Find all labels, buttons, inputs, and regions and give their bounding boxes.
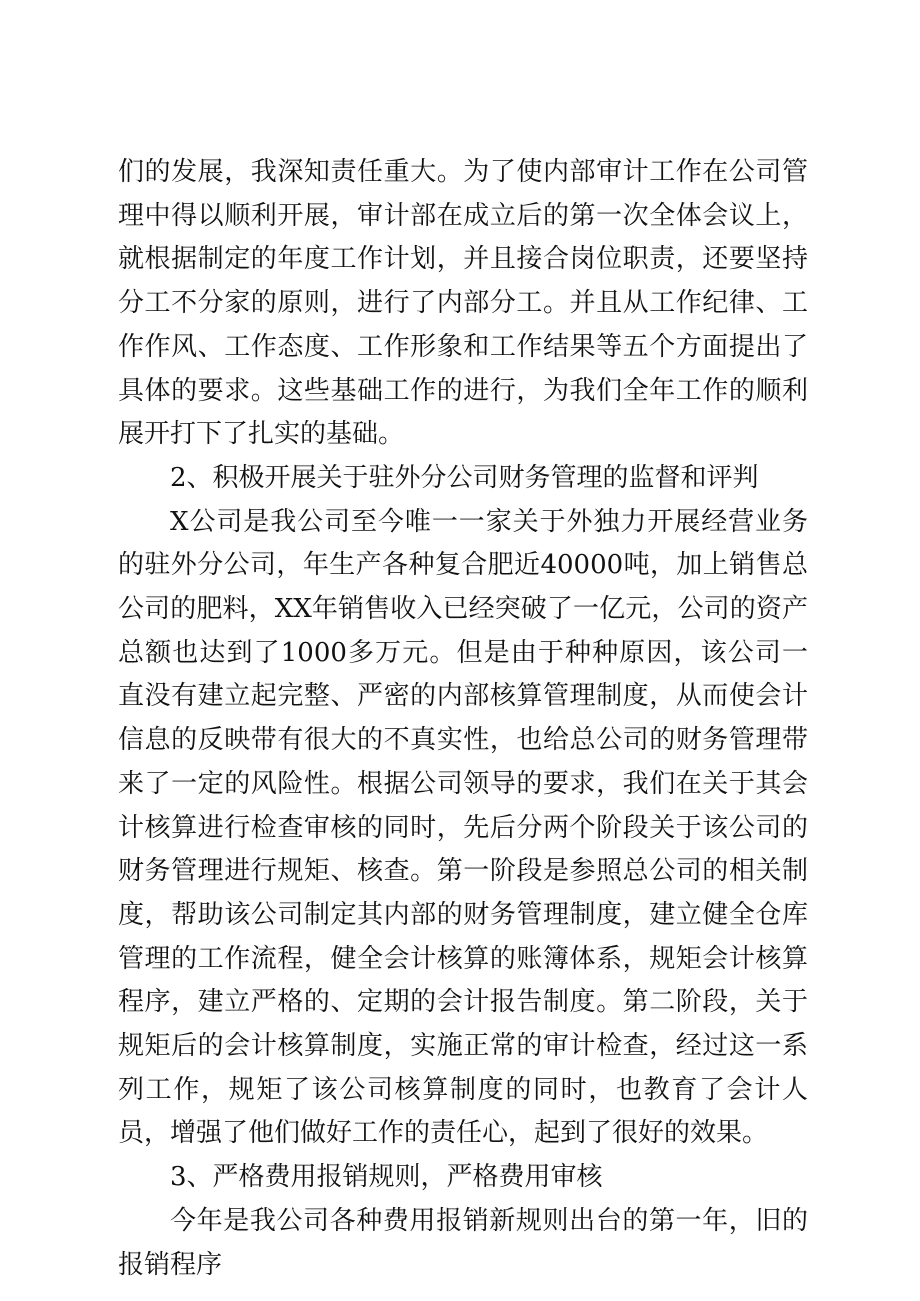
section-heading-3: 3、严格费用报销规则，严格费用审核 (170, 1162, 603, 1193)
paragraph-expense-rules: 今年是我公司各种费用报销新规则出台的第一年，旧的报销程序 (118, 1205, 808, 1280)
paragraph-branch-company: X公司是我公司至今唯一一家关于外独力开展经营业务的驻外分公司，年生产各种复合肥近40000吨，加上销售总公司的肥料，XX年销售收入已经突破了一亿元，公司的资产总额也达到了1000多万元。但是由于种种原因，该公司一直没有建立起完整、严密的内部核算管理制度，从而使会计信息的反映带有很大的不真实性，也给总公司的财务管理带来了一定的风险性。根据公司领导的要求，我们在关于其会计核算进行检查审核的同时，先后分两个阶段关于该公司的财务管理进行规矩、核查。第一阶段是参照总公司的相关制度，帮助该公司制定其内部的财务管理制度，建立健全仓库管理的工作流程，健全会计核算的账簿体系，规矩会计核算程序，建立严格的、定期的会计报告制度。第二阶段，关于规矩后的会计核算制度，实施正常的审计检查，经过这一系列工作，规矩了该公司核算制度的同时，也教育了会计人员，增强了他们做好工作的责任心，起到了很好的效果。 (118, 506, 808, 1149)
paragraph-continuation: 们的发展，我深知责任重大。为了使内部审计工作在公司管理中得以顺利开展，审计部在成立后的第一次全体会议上，就根据制定的年度工作计划，并且接合岗位职责，还要坚持分工不分家的原则，进行了内部分工。并且从工作纪律、工作作风、工作态度、工作形象和工作结果等五个方面提出了具体的要求。这些基础工作的进行，为我们全年工作的顺利展开打下了扎实的基础。 (118, 157, 808, 450)
document-body (118, 151, 808, 1287)
section-heading-2: 2、积极开展关于驻外分公司财务管理的监督和评判 (170, 462, 759, 493)
